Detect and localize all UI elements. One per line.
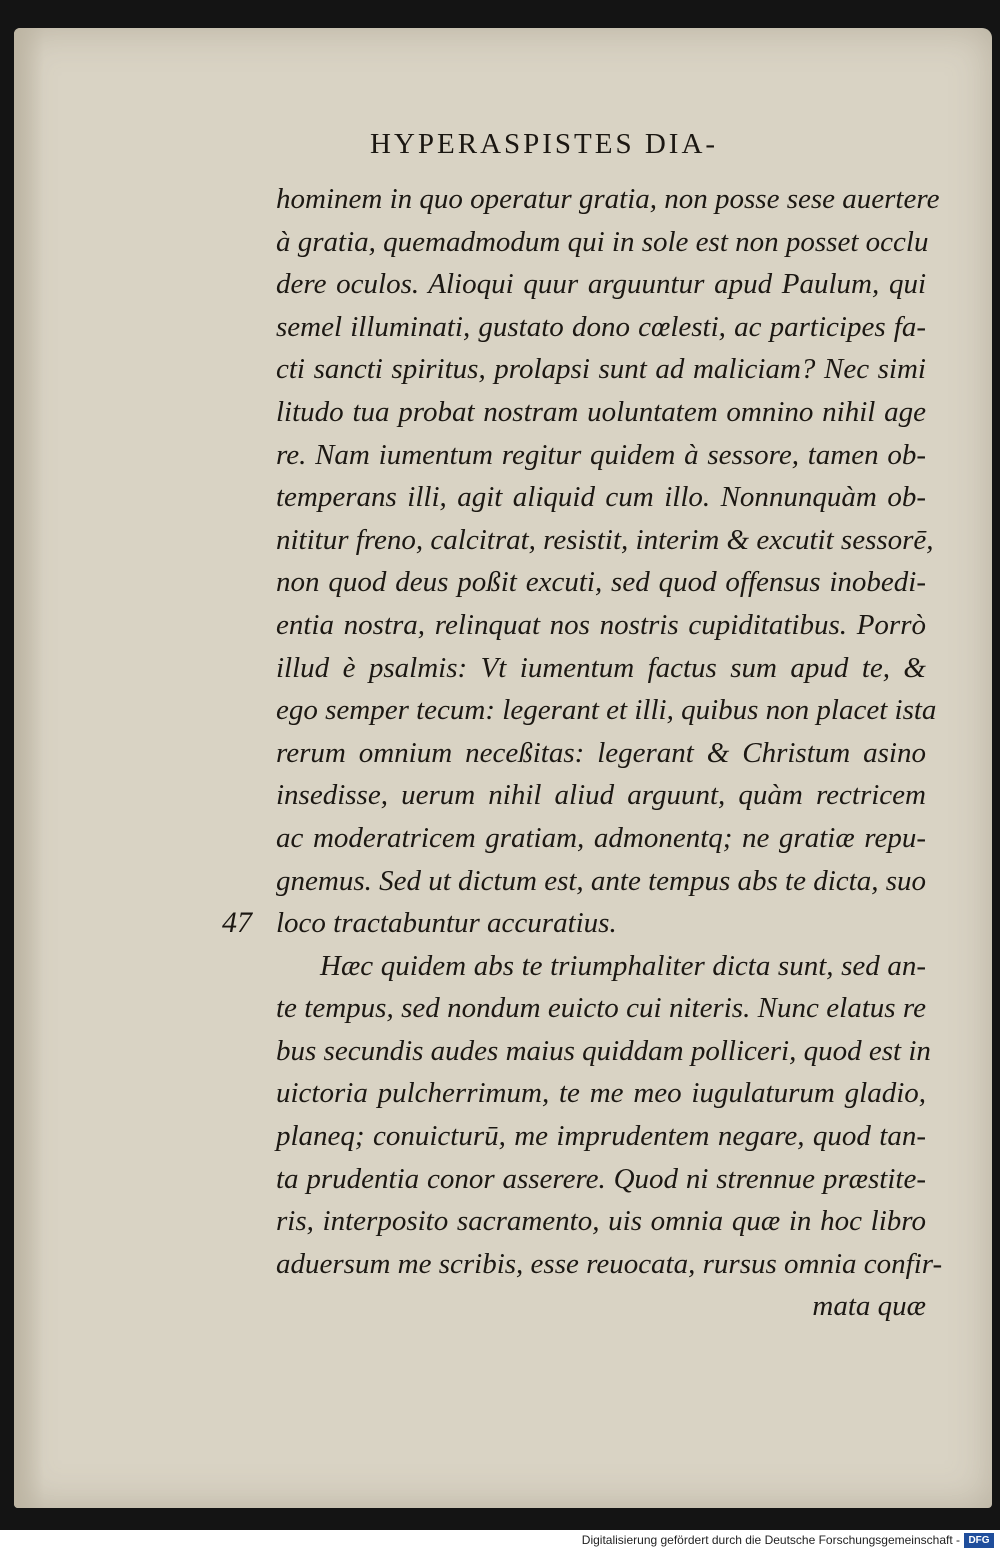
text-line: Hæc quidem abs te triumphaliter dicta sunt, sed an- xyxy=(320,949,926,982)
text-line: non quod deus poßit excuti, sed quod offensus inobedi- xyxy=(276,566,926,599)
footer-bar xyxy=(0,1530,1000,1552)
text-line: rerum omnium neceßitas: legerant & Christum asino xyxy=(276,736,926,769)
text-line: planeq; conuicturū, me imprudentem negare, quod tan- xyxy=(276,1120,926,1153)
text-line: ego semper tecum: legerant et illi, quibus non placet ista xyxy=(276,694,937,727)
text-line: temperans illi, agit aliquid cum illo. Nonnunquàm ob- xyxy=(276,481,926,514)
text-line: loco tractabuntur accuratius. xyxy=(276,907,617,940)
running-head: HYPERASPISTES DIA- xyxy=(370,128,719,160)
text-line: cti sancti spiritus, prolapsi sunt ad maliciam? Nec simi xyxy=(276,353,926,386)
text-line: aduersum me scribis, esse reuocata, rursus omnia confir- xyxy=(276,1247,943,1280)
text-line: à gratia, quemadmodum qui in sole est non posset occlu xyxy=(276,225,929,258)
page-gutter-shadow xyxy=(14,28,44,1508)
body-text xyxy=(276,178,943,1328)
text-line: uictoria pulcherrimum, te me meo iugulaturum gladio, xyxy=(276,1077,926,1110)
catchword: mata quæ xyxy=(812,1290,926,1323)
footer-credit: Digitalisierung gefördert durch die Deutsche Forschungsgemeinschaft - xyxy=(581,1533,960,1547)
text-line: ris, interposito sacramento, uis omnia quæ in hoc libro xyxy=(276,1205,926,1238)
text-line: nititur freno, calcitrat, resistit, interim & excutit sessorē, xyxy=(276,523,934,556)
text-line: te tempus, sed nondum euicto cui niteris. Nunc elatus re xyxy=(276,992,926,1025)
text-line: insedisse, uerum nihil aliud arguunt, quàm rectricem xyxy=(276,779,926,812)
text-line: dere oculos. Alioqui quur arguuntur apud Paulum, qui xyxy=(276,268,926,301)
text-line: hominem in quo operatur gratia, non posse sese auertere xyxy=(276,183,940,215)
text-line: semel illuminati, gustato dono cœlesti, ac participes fa- xyxy=(276,310,926,343)
text-line: ac moderatricem gratiam, admonentq; ne gratiæ repu- xyxy=(276,821,926,854)
text-line: entia nostra, relinquat nos nostris cupiditatibus. Porrò xyxy=(276,608,926,641)
text-line: gnemus. Sed ut dictum est, ante tempus abs te dicta, suo xyxy=(276,864,926,897)
text-line: litudo tua probat nostram uoluntatem omnino nihil age xyxy=(276,395,926,428)
text-line: bus secundis audes maius quiddam polliceri, quod est in xyxy=(276,1034,931,1067)
margin-note-number: 47 xyxy=(222,906,252,939)
text-line: re. Nam iumentum regitur quidem à sessore, tamen ob- xyxy=(276,438,926,471)
text-line: illud è psalmis: Vt iumentum factus sum apud te, & xyxy=(276,651,926,684)
dfg-logo-icon: DFG xyxy=(964,1533,994,1548)
text-line: ta prudentia conor asserere. Quod ni strennue præstite- xyxy=(276,1162,926,1195)
